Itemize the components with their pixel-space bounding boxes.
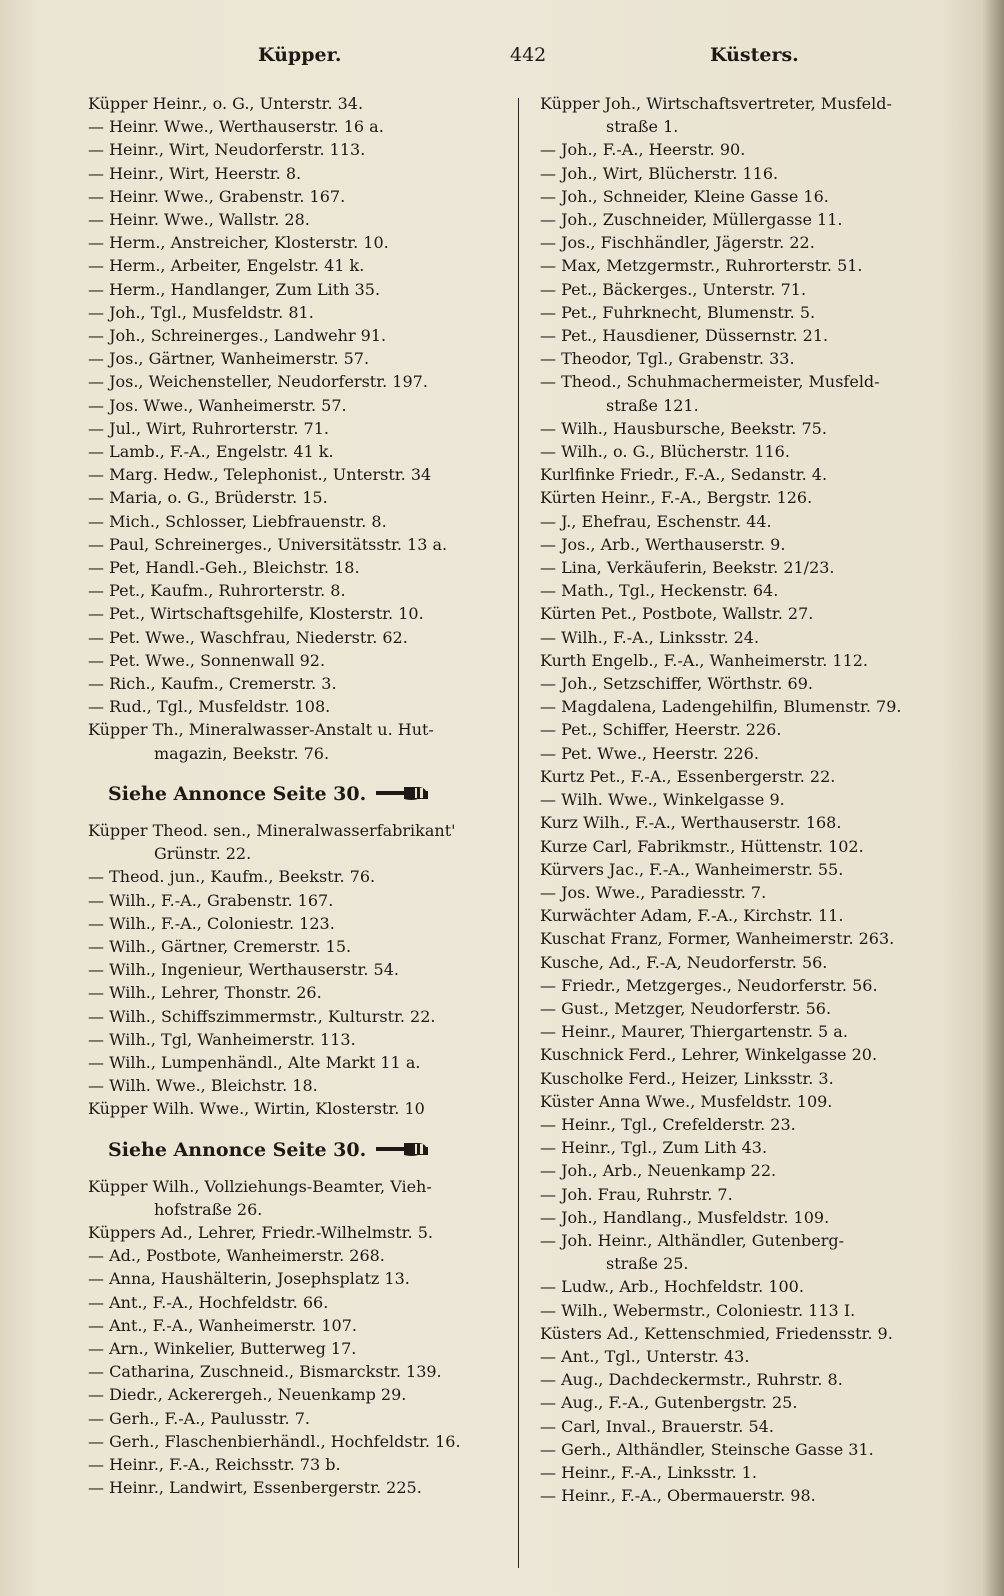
directory-entry [540,324,976,347]
running-head [80,44,980,80]
entry-line: — Ludw., Arb., Hochfeldstr. 100. [540,1277,804,1297]
directory-entry [540,695,976,718]
directory-entry [88,1430,512,1453]
directory-entry [540,718,976,741]
entry-line: — Heinr., Wirt, Heerstr. 8. [88,163,302,183]
directory-entry [88,602,512,625]
directory-entry [540,974,976,997]
header-right-catchword: Küsters. [710,44,799,66]
directory-entry [88,1407,512,1430]
directory-entry [88,865,512,888]
entry-line: — Pet. Wwe., Sonnenwall 92. [88,650,326,670]
directory-entry [540,370,976,416]
entry-line: — Rich., Kaufm., Cremerstr. 3. [88,674,337,694]
entry-line: Küpper Th., Mineralwasser-Anstalt u. Hut- [88,720,434,740]
entry-line: Kurtz Pet., F.-A., Essenbergerstr. 22. [540,766,836,786]
entry-line: — Theod. jun., Kaufm., Beekstr. 76. [88,867,376,887]
entry-line: — Max, Metzgermstr., Ruhrorterstr. 51. [540,256,863,276]
directory-entry [88,819,512,865]
directory-entry [540,1090,976,1113]
entry-line: — Magdalena, Ladengehilfin, Blumenstr. 79. [540,697,902,717]
entry-line: — Heinr., Tgl., Crefelderstr. 23. [540,1114,796,1134]
entry-line: — Jos. Wwe., Wanheimerstr. 57. [88,395,347,415]
directory-entry [88,889,512,912]
entry-line: — Pet., Kaufm., Ruhrorterstr. 8. [88,581,346,601]
directory-entry [540,788,976,811]
directory-entry [540,927,976,950]
directory-entry [540,1299,976,1322]
entry-line: — Joh., Handlang., Musfeldstr. 109. [540,1207,830,1227]
directory-entry [88,92,512,115]
directory-entry [88,463,512,486]
entry-continuation-line: straße 121. [606,395,699,415]
directory-entry [540,1136,976,1159]
entry-line: Kürten Pet., Postbote, Wallstr. 27. [540,604,814,624]
entry-line: Küpper Wilh. Wwe., Wirtin, Klosterstr. 10 [88,1099,425,1119]
entry-line: — Wilh., F.-A., Coloniestr. 123. [88,913,335,933]
directory-entry [540,278,976,301]
entry-line: Kurz Wilh., F.-A., Werthauserstr. 168. [540,813,842,833]
entry-line: — Heinr., Maurer, Thiergartenstr. 5 a. [540,1022,848,1042]
directory-entry [88,1360,512,1383]
directory-entry [540,602,976,625]
entry-line: — Wilh. Wwe., Winkelgasse 9. [540,790,785,810]
directory-entry [88,510,512,533]
directory-entry [540,301,976,324]
entry-line: — Anna, Haushälterin, Josephsplatz 13. [88,1269,410,1289]
directory-entry [540,1322,976,1345]
entry-line: — Ant., Tgl., Unterstr. 43. [540,1346,750,1366]
entry-line: — Pet., Bäckerges., Unterstr. 71. [540,279,807,299]
entry-line: — Wilh. Wwe., Bleichstr. 18. [88,1076,318,1096]
entry-line: — Diedr., Ackerergeh., Neuenkamp 29. [88,1385,407,1405]
right-column [540,92,976,1507]
directory-entry [88,718,512,764]
entry-line: — Heinr. Wwe., Werthauserstr. 16 a. [88,117,384,137]
entry-line: — Wilh., Ingenieur, Werthauserstr. 54. [88,960,399,980]
directory-entry [540,1067,976,1090]
directory-entry [540,1113,976,1136]
directory-entry [88,486,512,509]
entry-line: — Jos. Wwe., Paradiesstr. 7. [540,882,767,902]
entry-line: — Rud., Tgl., Musfeldstr. 108. [88,697,331,717]
entry-line: — Jul., Wirt, Ruhrorterstr. 71. [88,418,329,438]
entry-line: — Herm., Handlanger, Zum Lith 35. [88,279,381,299]
entry-line: — Mich., Schlosser, Liebfrauenstr. 8. [88,511,387,531]
directory-entry [540,463,976,486]
entry-line: — Heinr., Tgl., Zum Lith 43. [540,1138,768,1158]
directory-entry [540,208,976,231]
directory-entry [88,115,512,138]
directory-entry [88,556,512,579]
page-number: 442 [510,44,547,66]
directory-entry [540,92,976,138]
entry-line: — Theod., Schuhmachermeister, Musfeld- [540,372,880,392]
entry-line: — Gerh., Althändler, Steinsche Gasse 31. [540,1439,874,1459]
directory-entry [88,162,512,185]
entry-line: — Pet, Handl.-Geh., Bleichstr. 18. [88,558,360,578]
entry-line: — Pet. Wwe., Heerstr. 226. [540,743,759,763]
entry-line: — Joh. Heinr., Althändler, Gutenberg- [540,1230,845,1250]
directory-entry [540,347,976,370]
entry-line: — Catharina, Zuschneid., Bismarckstr. 139. [88,1362,442,1382]
directory-entry [88,1028,512,1051]
directory-entry [88,208,512,231]
entry-line: — Joh., Wirt, Blücherstr. 116. [540,163,779,183]
entry-line: — J., Ehefrau, Eschenstr. 44. [540,511,772,531]
entry-line: — Heinr., F.-A., Obermauerstr. 98. [540,1486,816,1506]
directory-entry [540,417,976,440]
directory-entry [540,835,976,858]
entry-line: — Heinr., Landwirt, Essenbergerstr. 225. [88,1478,422,1498]
entry-line: Kurlfinke Friedr., F.-A., Sedanstr. 4. [540,465,828,485]
notice-text: Siehe Annonce Seite 30. [108,1138,367,1161]
entry-line: — Wilh., Lehrer, Thonstr. 26. [88,983,322,1003]
directory-entry [88,1244,512,1267]
entry-line: — Arn., Winkelier, Butterweg 17. [88,1338,357,1358]
notice-text: Siehe Annonce Seite 30. [108,782,367,805]
directory-entry [540,185,976,208]
directory-entry [88,672,512,695]
entry-line: — Joh., Tgl., Musfeldstr. 81. [88,302,314,322]
entry-line: — Wilh., F.-A., Grabenstr. 167. [88,890,334,910]
entry-line: — Aug., F.-A., Gutenbergstr. 25. [540,1393,798,1413]
directory-entry [540,1438,976,1461]
directory-entry [540,486,976,509]
directory-entry [540,1484,976,1507]
entry-line: — Math., Tgl., Heckenstr. 64. [540,581,779,601]
entry-line: Küsters Ad., Kettenschmied, Friedensstr. 9. [540,1323,893,1343]
directory-entry [88,1314,512,1337]
entry-line: — Heinr. Wwe., Grabenstr. 167. [88,186,346,206]
pointing-hand-icon [374,784,430,802]
directory-entry [540,1043,976,1066]
directory-entry [88,440,512,463]
directory-entry [540,811,976,834]
directory-entry [88,1221,512,1244]
directory-entry [88,1175,512,1221]
directory-entry [88,1291,512,1314]
entry-line: — Pet., Fuhrknecht, Blumenstr. 5. [540,302,816,322]
entry-line: — Pet., Hausdiener, Düssernstr. 21. [540,326,829,346]
directory-entry [540,742,976,765]
entry-line: — Ant., F.-A., Wanheimerstr. 107. [88,1315,357,1335]
directory-entry [540,231,976,254]
entry-line: — Joh., Schneider, Kleine Gasse 16. [540,186,829,206]
entry-line: Kürten Heinr., F.-A., Bergstr. 126. [540,488,813,508]
directory-entry [88,324,512,347]
directory-entry [88,981,512,1004]
entry-line: — Heinr., Wirt, Neudorferstr. 113. [88,140,366,160]
spine-shadow [982,0,1004,1596]
entry-line: — Ant., F.-A., Hochfeldstr. 66. [88,1292,329,1312]
directory-entry [540,626,976,649]
entry-line: — Gerh., Flaschenbierhändl., Hochfeldstr. 16. [88,1431,461,1451]
entry-line: — Friedr., Metzgerges., Neudorferstr. 56. [540,975,878,995]
entry-line: Kusche, Ad., F.-A, Neudorferstr. 56. [540,952,828,972]
directory-entry [540,556,976,579]
header-left-catchword: Küpper. [258,44,342,66]
directory-entry [88,278,512,301]
directory-entry [540,254,976,277]
directory-entry [540,1275,976,1298]
directory-entry [88,417,512,440]
entry-line: — Jos., Weichensteller, Neudorferstr. 197. [88,372,428,392]
entry-line: — Wilh., Webermstr., Coloniestr. 113 I. [540,1300,856,1320]
entry-line: — Pet., Wirtschaftsgehilfe, Klosterstr. 10. [88,604,424,624]
directory-entry [88,958,512,981]
directory-entry [540,1391,976,1414]
entry-line: — Gerh., F.-A., Paulusstr. 7. [88,1408,310,1428]
directory-entry [540,881,976,904]
directory-entry [88,579,512,602]
directory-entry [540,765,976,788]
directory-entry [540,162,976,185]
directory-entry [540,533,976,556]
entry-line: — Heinr., F.-A., Linksstr. 1. [540,1462,757,1482]
entry-line: — Pet. Wwe., Waschfrau, Niederstr. 62. [88,627,408,647]
directory-entry [88,626,512,649]
directory-entry [88,1051,512,1074]
entry-line: — Wilh., F.-A., Linksstr. 24. [540,627,760,647]
directory-entry [88,1453,512,1476]
directory-entry [540,1461,976,1484]
entry-line: — Maria, o. G., Brüderstr. 15. [88,488,328,508]
entry-line: — Joh., Setzschiffer, Wörthstr. 69. [540,674,813,694]
entry-line: Kurwächter Adam, F.-A., Kirchstr. 11. [540,906,844,926]
entry-line: — Joh., Arb., Neuenkamp 22. [540,1161,777,1181]
directory-entry [88,1383,512,1406]
entry-line: — Lamb., F.-A., Engelstr. 41 k. [88,442,334,462]
directory-entry [540,138,976,161]
directory-entry [88,1476,512,1499]
directory-entry [88,533,512,556]
entry-line: — Wilh., Lumpenhändl., Alte Markt 11 a. [88,1052,421,1072]
entry-continuation-line: straße 25. [606,1254,689,1274]
entry-line: Kuscholke Ferd., Heizer, Linksstr. 3. [540,1068,834,1088]
directory-entry [88,695,512,718]
entry-line: — Jos., Arb., Werthauserstr. 9. [540,534,786,554]
column-divider [518,98,519,1568]
directory-entry [540,1368,976,1391]
advertisement-notice [88,771,512,813]
directory-entry [540,1159,976,1182]
entry-line: — Wilh., Gärtner, Cremerstr. 15. [88,936,352,956]
directory-entry [540,1206,976,1229]
entry-line: — Paul, Schreinerges., Universitätsstr. 13 a. [88,534,448,554]
entry-line: — Herm., Arbeiter, Engelstr. 41 k. [88,256,365,276]
entry-continuation-line: magazin, Beekstr. 76. [154,743,330,763]
directory-entry [540,1183,976,1206]
directory-entry [540,904,976,927]
entry-line: — Gust., Metzger, Neudorferstr. 56. [540,998,832,1018]
entry-line: — Heinr., F.-A., Reichsstr. 73 b. [88,1454,341,1474]
entry-line: — Lina, Verkäuferin, Beekstr. 21/23. [540,558,835,578]
entry-line: — Joh., Zuschneider, Müllergasse 11. [540,210,843,230]
entry-line: — Jos., Gärtner, Wanheimerstr. 57. [88,349,370,369]
entry-line: — Joh. Frau, Ruhrstr. 7. [540,1184,733,1204]
entry-line: Küster Anna Wwe., Musfeldstr. 109. [540,1091,833,1111]
entry-line: — Joh., Schreinerges., Landwehr 91. [88,326,387,346]
directory-entry [540,858,976,881]
directory-entry [88,1005,512,1028]
directory-entry [88,935,512,958]
entry-line: Küpper Wilh., Vollziehungs-Beamter, Vieh- [88,1176,432,1196]
left-column [88,92,512,1499]
entry-line: Kuschat Franz, Former, Wanheimerstr. 263. [540,929,895,949]
directory-entry [88,301,512,324]
directory-entry [540,1020,976,1043]
entry-line: — Wilh., o. G., Blücherstr. 116. [540,442,790,462]
entry-line: Kurze Carl, Fabrikmstr., Hüttenstr. 102. [540,836,864,856]
directory-entry [88,370,512,393]
entry-line: Küppers Ad., Lehrer, Friedr.-Wilhelmstr. 5. [88,1222,433,1242]
directory-entry [88,649,512,672]
directory-entry [540,1229,976,1275]
directory-entry [540,951,976,974]
entry-line: Küpper Joh., Wirtschaftsvertreter, Musfeld- [540,94,892,113]
entry-line: — Wilh., Hausbursche, Beekstr. 75. [540,418,827,438]
directory-entry [88,231,512,254]
directory-entry [88,912,512,935]
entry-line: — Jos., Fischhändler, Jägerstr. 22. [540,233,815,253]
entry-line: — Joh., F.-A., Heerstr. 90. [540,140,746,160]
entry-line: Kürvers Jac., F.-A., Wanheimerstr. 55. [540,859,844,879]
entry-line: Kuschnick Ferd., Lehrer, Winkelgasse 20. [540,1045,878,1065]
directory-entry [88,1267,512,1290]
directory-entry [88,394,512,417]
directory-entry [88,1337,512,1360]
entry-line: — Heinr. Wwe., Wallstr. 28. [88,210,310,230]
entry-continuation-line: hofstraße 26. [154,1199,263,1219]
directory-entry [540,1345,976,1368]
directory-entry [540,672,976,695]
entry-line: — Ad., Postbote, Wanheimerstr. 268. [88,1246,385,1266]
directory-entry [540,997,976,1020]
directory-entry [540,510,976,533]
entry-line: — Wilh., Schiffszimmermstr., Kulturstr. 22. [88,1006,436,1026]
directory-entry [540,1415,976,1438]
directory-entry [88,254,512,277]
directory-entry [88,1074,512,1097]
entry-line: — Aug., Dachdeckermstr., Ruhrstr. 8. [540,1370,843,1390]
entry-line: — Carl, Inval., Brauerstr. 54. [540,1416,774,1436]
entry-continuation-line: Grünstr. 22. [154,844,252,864]
directory-entry [540,579,976,602]
entry-line: Kurth Engelb., F.-A., Wanheimerstr. 112. [540,650,869,670]
directory-entry [540,440,976,463]
entry-line: — Pet., Schiffer, Heerstr. 226. [540,720,782,740]
entry-continuation-line: straße 1. [606,117,679,137]
directory-entry [88,138,512,161]
directory-entry [88,185,512,208]
entry-line: Küpper Theod. sen., Mineralwasserfabrikant' [88,820,456,840]
entry-line: — Theodor, Tgl., Grabenstr. 33. [540,349,795,369]
entry-line: — Herm., Anstreicher, Klosterstr. 10. [88,233,389,253]
advertisement-notice [88,1127,512,1169]
directory-entry [540,649,976,672]
entry-line: Küpper Heinr., o. G., Unterstr. 34. [88,94,364,113]
pointing-hand-icon [374,1140,430,1158]
entry-line: — Marg. Hedw., Telephonist., Unterstr. 34 [88,465,432,485]
entry-line: — Wilh., Tgl, Wanheimerstr. 113. [88,1029,356,1049]
directory-entry [88,1097,512,1120]
directory-entry [88,347,512,370]
